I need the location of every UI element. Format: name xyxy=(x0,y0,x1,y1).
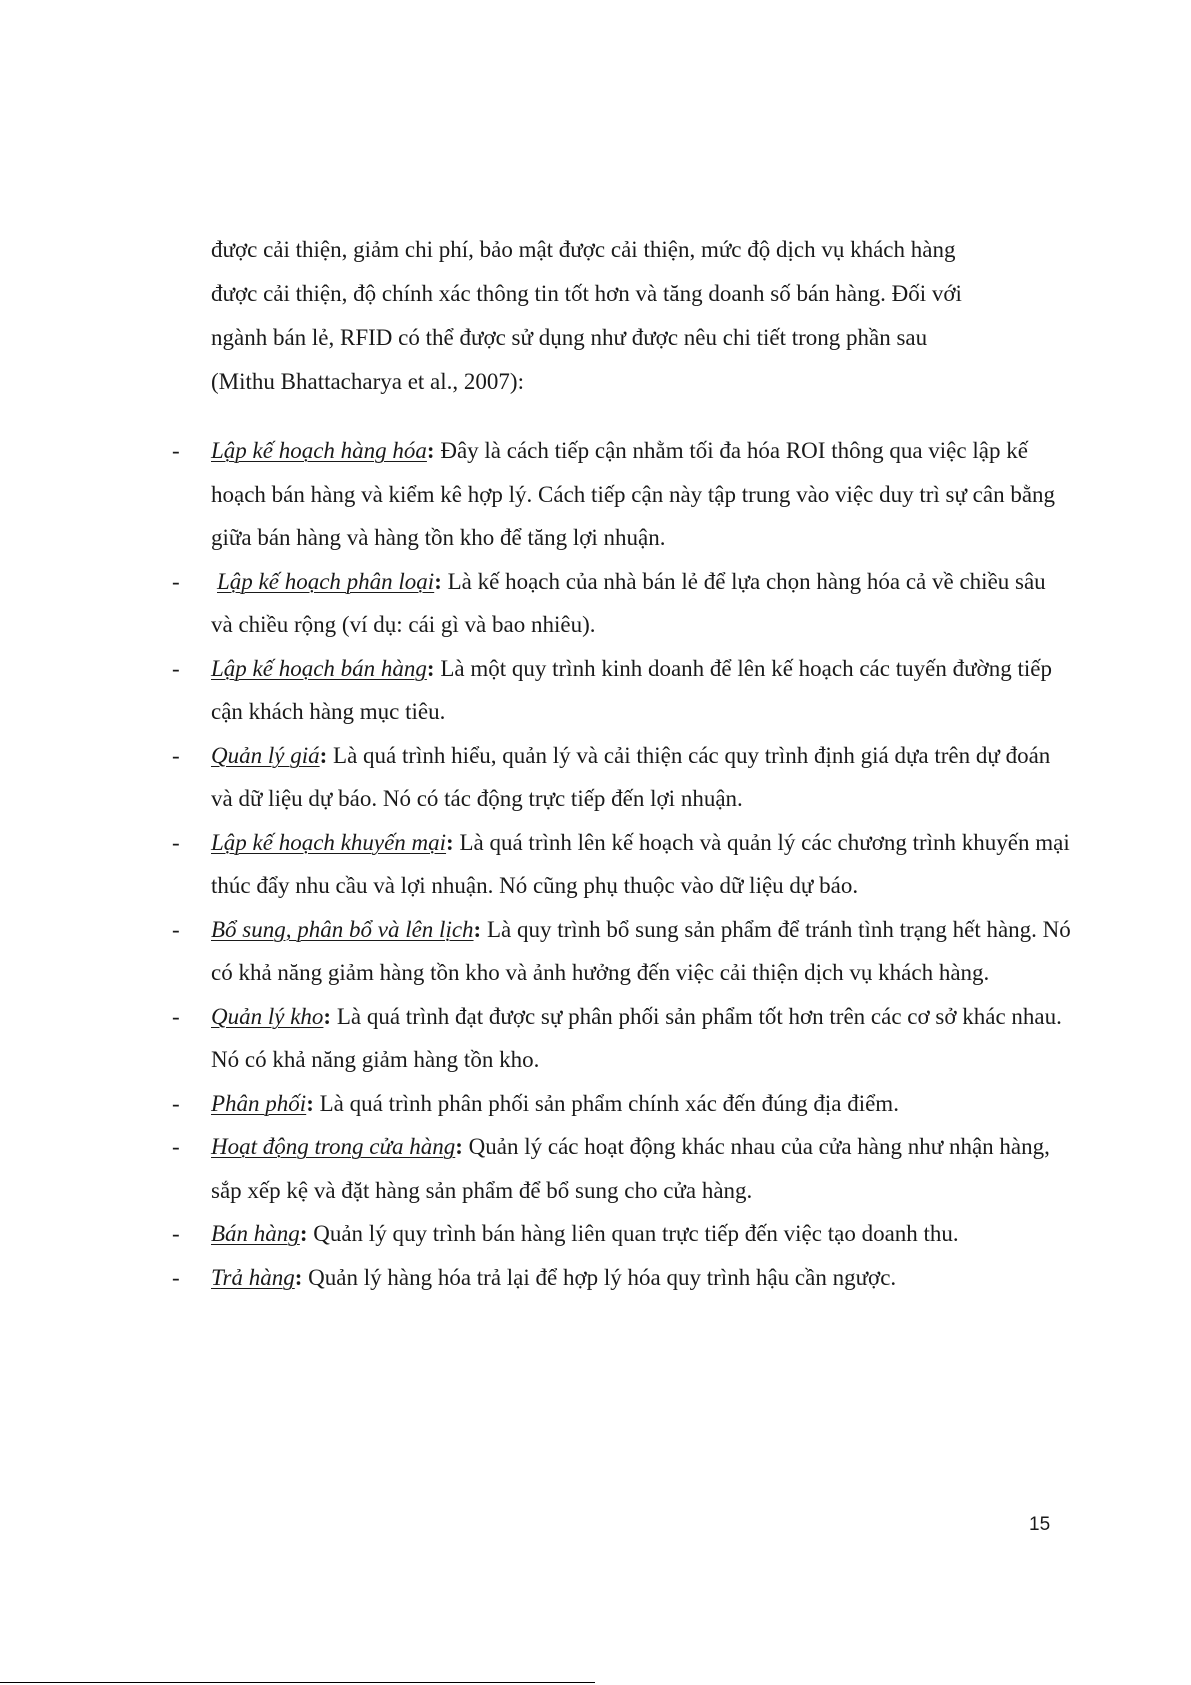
item-colon: : xyxy=(473,916,482,942)
retail-applications-list xyxy=(172,429,1072,1299)
bullet-dash: - xyxy=(172,438,180,463)
item-text: Quản lý các hoạt động khác nhau của cửa hàng như nhận hàng, sắp xếp kệ và đặt hàng sản phẩm để bổ sung cho cửa hàng. xyxy=(211,1134,1050,1203)
intro-line: (Mithu Bhattacharya et al., 2007): xyxy=(211,369,524,394)
item-colon: : xyxy=(455,1134,463,1159)
item-term: Lập kế hoạch phân loại xyxy=(217,568,435,594)
item-term: Phân phối xyxy=(211,1090,307,1116)
list-item xyxy=(172,1212,1072,1256)
intro-paragraph xyxy=(211,228,1061,404)
list-item xyxy=(172,1125,1072,1212)
item-text: Quản lý hàng hóa trả lại để hợp lý hóa quy trình hậu cần ngược. xyxy=(302,1264,897,1290)
list-item xyxy=(172,647,1072,734)
bullet-dash: - xyxy=(172,655,180,681)
list-item xyxy=(172,908,1072,995)
intro-line: được cải thiện, độ chính xác thông tin tốt hơn và tăng doanh số bán hàng. Đối với xyxy=(211,281,962,306)
item-colon: : xyxy=(319,742,328,768)
list-item xyxy=(172,734,1072,821)
item-colon: : xyxy=(323,1003,332,1029)
bullet-dash: - xyxy=(172,1003,180,1029)
item-term: Bổ sung, phân bổ và lên lịch xyxy=(211,916,474,942)
list-item xyxy=(172,429,1072,560)
bullet-dash: - xyxy=(172,742,180,768)
item-term: Trả hàng xyxy=(211,1264,295,1290)
bullet-dash: - xyxy=(172,1134,180,1159)
item-text: Là quá trình lên kế hoạch và quản lý các chương trình khuyến mại thúc đẩy nhu cầu và lợi nhuận. Nó cũng phụ thuộc vào dữ liệu dự báo. xyxy=(211,829,1070,898)
item-text: Là quá trình đạt được sự phân phối sản phẩm tốt hơn trên các cơ sở khác nhau. Nó có khả năng giảm hàng tồn kho. xyxy=(211,1003,1062,1072)
item-text: Quản lý quy trình bán hàng liên quan trực tiếp đến việc tạo doanh thu. xyxy=(307,1221,959,1246)
item-term: Quản lý giá xyxy=(211,742,320,768)
footer-divider xyxy=(0,1682,595,1683)
item-term: Lập kế hoạch bán hàng xyxy=(211,655,427,681)
item-text: Là kế hoạch của nhà bán lẻ để lựa chọn hàng hóa cả về chiều sâu và chiều rộng (ví dụ: cái gì và bao nhiêu). xyxy=(211,568,1046,637)
item-colon: : xyxy=(426,655,435,681)
list-item xyxy=(172,560,1072,647)
item-term: Lập kế hoạch khuyến mại xyxy=(211,829,447,855)
bullet-dash: - xyxy=(172,916,180,942)
item-colon: : xyxy=(299,1221,308,1246)
list-item xyxy=(172,1082,1072,1126)
item-text: Là một quy trình kinh doanh để lên kế hoạch các tuyến đường tiếp cận khách hàng mục tiêu. xyxy=(211,655,1052,724)
item-term: Bán hàng xyxy=(211,1221,300,1246)
item-colon: : xyxy=(306,1090,314,1116)
intro-line: ngành bán lẻ, RFID có thể được sử dụng như được nêu chi tiết trong phần sau xyxy=(211,325,928,350)
page-number: 15 xyxy=(1029,1514,1051,1535)
item-term: Lập kế hoạch hàng hóa xyxy=(211,438,427,463)
item-colon: : xyxy=(294,1264,303,1290)
bullet-dash: - xyxy=(172,1264,180,1290)
item-colon: : xyxy=(426,438,435,463)
item-colon: : xyxy=(446,829,454,855)
item-colon: : xyxy=(434,568,442,594)
bullet-dash: - xyxy=(172,1090,180,1116)
list-item xyxy=(172,821,1072,908)
item-term: Quản lý kho xyxy=(211,1003,324,1029)
intro-line: được cải thiện, giảm chi phí, bảo mật được cải thiện, mức độ dịch vụ khách hàng xyxy=(211,237,956,262)
item-text: Đây là cách tiếp cận nhằm tối đa hóa ROI thông qua việc lập kế hoạch bán hàng và kiểm kê hợp lý. Cách tiếp cận này tập trung vào việc duy trì sự cân bằng giữa bán hàng và hàng tồn kho để tăng lợi nhuận. xyxy=(211,438,1056,550)
bullet-dash: - xyxy=(172,568,180,594)
bullet-dash: - xyxy=(172,829,180,855)
bullet-dash: - xyxy=(172,1221,180,1246)
item-text: Là quá trình hiểu, quản lý và cải thiện các quy trình định giá dựa trên dự đoán và dữ liệu dự báo. Nó có tác động trực tiếp đến lợi nhuận. xyxy=(211,742,1051,811)
item-text: Là quá trình phân phối sản phẩm chính xác đến đúng địa điểm. xyxy=(313,1090,899,1116)
item-text: Là quy trình bổ sung sản phẩm để tránh tình trạng hết hàng. Nó có khả năng giảm hàng tồn kho và ảnh hưởng đến việc cải thiện dịch vụ khách hàng. xyxy=(211,916,1071,985)
list-item xyxy=(172,995,1072,1082)
list-item xyxy=(172,1256,1072,1300)
item-term: Hoạt động trong cửa hàng xyxy=(211,1134,456,1159)
